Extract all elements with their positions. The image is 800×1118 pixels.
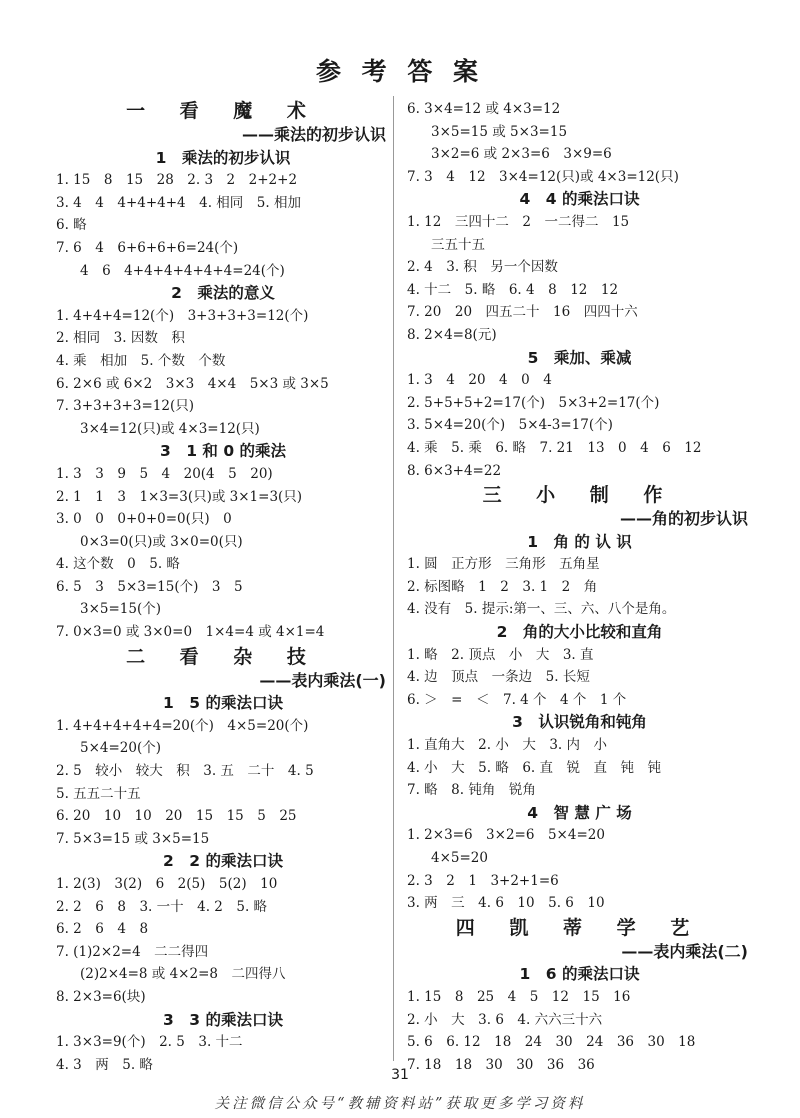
answer-line-continued: 3×2=6 或 2×3=6 3×9=6 xyxy=(431,146,612,163)
section-heading: 1 乘法的初步认识 xyxy=(155,148,291,167)
answer-line-continued: 0×3=0(只)或 3×0=0(只) xyxy=(80,533,243,550)
answer-line: 2. 4 3. 积 另一个因数 xyxy=(407,259,558,276)
answer-line: 5. 五五二十五 xyxy=(56,785,141,802)
answer-line: 4. 这个数 0 5. 略 xyxy=(56,556,180,573)
answer-line: 1. 15 8 15 28 2. 3 2 2+2+2 xyxy=(56,172,298,189)
answer-line: 4. 3 两 5. 略 xyxy=(56,1056,153,1073)
answer-line: 6. 5 3 5×3=15(个) 3 5 xyxy=(56,578,243,595)
answer-line: 1. 4+4+4=12(个) 3+3+3+3=12(个) xyxy=(56,307,309,324)
answer-line: 1. 15 8 25 4 5 12 15 16 xyxy=(407,988,631,1005)
answer-line: 4. 小 大 5. 略 6. 直 锐 直 钝 钝 xyxy=(407,759,662,776)
answer-line: 7. (1)2×2=4 二二得四 xyxy=(56,943,209,960)
answer-line: 1. 圆 正方形 三角形 五角星 xyxy=(407,556,600,573)
answer-line: 2. 小 大 3. 6 4. 六六三十六 xyxy=(407,1011,603,1028)
unit-heading: 三 小 制 作 xyxy=(482,484,677,507)
section-heading: 2 角的大小比较和直角 xyxy=(496,623,663,642)
answer-line: 2. 3 2 1 3+2+1=6 xyxy=(407,872,559,889)
answer-line: 6. ＞ = ＜ 7. 4 个 4 个 1 个 xyxy=(407,691,627,708)
answer-line: 3. 4 4 4+4+4+4 4. 相同 5. 相加 xyxy=(56,194,301,211)
answer-line: 1. 3 3 9 5 4 20(4 5 20) xyxy=(56,465,273,482)
answer-column-right xyxy=(407,98,752,1076)
section-heading: 3 认识锐角和钝角 xyxy=(512,713,647,732)
answer-line: 2. 标图略 1 2 3. 1 2 角 xyxy=(407,578,598,595)
column-divider xyxy=(393,96,394,1061)
unit-subtitle: ——角的初步认识 xyxy=(619,509,748,529)
answer-line: 3. 两 三 4. 6 10 5. 6 10 xyxy=(407,895,605,912)
answer-line-continued: 3×4=12(只)或 4×3=12(只) xyxy=(80,420,260,437)
answer-line: 4. 十二 5. 略 6. 4 8 12 12 xyxy=(407,281,619,298)
answer-line: 2. 2 6 8 3. 一十 4. 2 5. 略 xyxy=(56,898,268,915)
section-heading: 5 乘加、乘减 xyxy=(527,348,632,367)
unit-subtitle: ——表内乘法(二) xyxy=(621,941,748,961)
unit-subtitle: ——乘法的初步认识 xyxy=(241,125,386,144)
answer-line: 3. 0 0 0+0+0=0(只) 0 xyxy=(56,511,232,528)
section-heading: 1 角 的 认 识 xyxy=(527,532,632,551)
answer-line-continued: 5×4=20(个) xyxy=(80,740,162,757)
answer-line-continued: (2)2×4=8 或 4×2=8 二四得八 xyxy=(80,966,286,983)
answer-line: 6. 略 xyxy=(56,217,87,234)
section-heading: 4 智 慧 广 场 xyxy=(527,803,632,822)
answer-line: 4. 边 顶点 一条边 5. 长短 xyxy=(407,669,590,686)
answer-line-continued: 三五十五 xyxy=(431,236,485,253)
section-heading: 1 5 的乘法口诀 xyxy=(163,694,283,713)
unit-heading: 一 看 魔 术 xyxy=(126,100,320,122)
answer-line: 6. 20 10 10 20 15 15 5 25 xyxy=(56,808,297,825)
footer-note: 关注微信公众号“教辅资料站”获取更多学习资料 xyxy=(214,1096,586,1112)
answer-line-continued: 4 6 4+4+4+4+4+4=24(个) xyxy=(80,262,285,279)
answer-line: 7. 18 18 30 30 36 36 xyxy=(407,1056,595,1073)
answer-line: 4. 乘 5. 乘 6. 略 7. 21 13 0 4 6 12 xyxy=(407,439,702,456)
answer-line: 1. 略 2. 顶点 小 大 3. 直 xyxy=(407,646,594,663)
answer-line: 7. 3+3+3+3=12(只) xyxy=(56,398,194,415)
answer-line: 7. 6 4 6+6+6+6=24(个) xyxy=(56,239,239,256)
answer-line: 6. 3×4=12 或 4×3=12 xyxy=(407,101,561,117)
answer-line: 7. 略 8. 钝角 锐角 xyxy=(407,782,536,799)
answer-line: 4. 乘 相加 5. 个数 个数 xyxy=(56,352,226,369)
answer-line: 1. 12 三四十二 2 一二得二 15 xyxy=(407,213,630,230)
section-heading: 2 乘法的意义 xyxy=(171,284,275,303)
page-title: 参 考 答 案 xyxy=(315,57,485,86)
answer-line: 1. 3 4 20 4 0 4 xyxy=(407,372,552,389)
section-heading: 3 3 的乘法口诀 xyxy=(163,1010,283,1029)
section-heading: 2 2 的乘法口诀 xyxy=(163,852,283,871)
answer-line: 7. 5×3=15 或 3×5=15 xyxy=(56,830,210,847)
answer-line-continued: 3×5=15 或 5×3=15 xyxy=(431,123,568,140)
answer-line: 7. 3 4 12 3×4=12(只)或 4×3=12(只) xyxy=(407,168,679,185)
answer-line: 1. 2×3=6 3×2=6 5×4=20 xyxy=(407,827,605,844)
section-heading: 4 4 的乘法口诀 xyxy=(519,190,640,209)
answer-line: 4. 没有 5. 提示:第一、三、六、八个是角。 xyxy=(407,601,676,618)
answer-line-continued: 3×5=15(个) xyxy=(80,601,162,618)
answer-line: 5. 6 6. 12 18 24 30 24 36 30 18 xyxy=(407,1034,696,1051)
answer-line: 7. 0×3=0 或 3×0=0 1×4=4 或 4×1=4 xyxy=(56,624,325,641)
unit-heading: 四 凯 蒂 学 艺 xyxy=(455,916,704,939)
answer-line-continued: 4×5=20 xyxy=(431,850,488,866)
unit-heading: 二 看 杂 技 xyxy=(126,645,320,668)
answer-line: 2. 5+5+5+2=17(个) 5×3+2=17(个) xyxy=(407,394,660,411)
answer-line: 6. 2 6 4 8 xyxy=(56,921,149,938)
answer-line: 2. 1 1 3 1×3=3(只)或 3×1=3(只) xyxy=(56,488,303,505)
unit-subtitle: ——表内乘法(一) xyxy=(259,670,386,690)
section-heading: 1 6 的乘法口诀 xyxy=(519,965,640,984)
answer-line: 8. 2×4=8(元) xyxy=(407,326,497,343)
answer-column-left xyxy=(56,98,390,1076)
answer-line: 8. 6×3+4=22 xyxy=(407,462,502,479)
answer-line: 1. 3×3=9(个) 2. 5 3. 十二 xyxy=(56,1034,243,1051)
answer-line: 2. 相同 3. 因数 积 xyxy=(56,330,185,347)
section-heading: 3 1 和 0 的乘法 xyxy=(159,442,287,461)
answer-line: 3. 5×4=20(个) 5×4-3=17(个) xyxy=(407,417,613,434)
answer-line: 6. 2×6 或 6×2 3×3 4×4 5×3 或 3×5 xyxy=(56,375,329,392)
answer-line: 1. 2(3) 3(2) 6 2(5) 5(2) 10 xyxy=(56,876,278,892)
answer-line: 1. 4+4+4+4+4=20(个) 4×5=20(个) xyxy=(56,717,309,734)
answer-line: 8. 2×3=6(块) xyxy=(56,988,146,1005)
answer-line: 1. 直角大 2. 小 大 3. 内 小 xyxy=(407,737,608,754)
page-number: 31 xyxy=(391,1067,409,1083)
answer-line: 7. 20 20 四五二十 16 四四十六 xyxy=(407,304,638,321)
answer-line: 2. 5 较小 较大 积 3. 五 二十 4. 5 xyxy=(56,763,314,780)
